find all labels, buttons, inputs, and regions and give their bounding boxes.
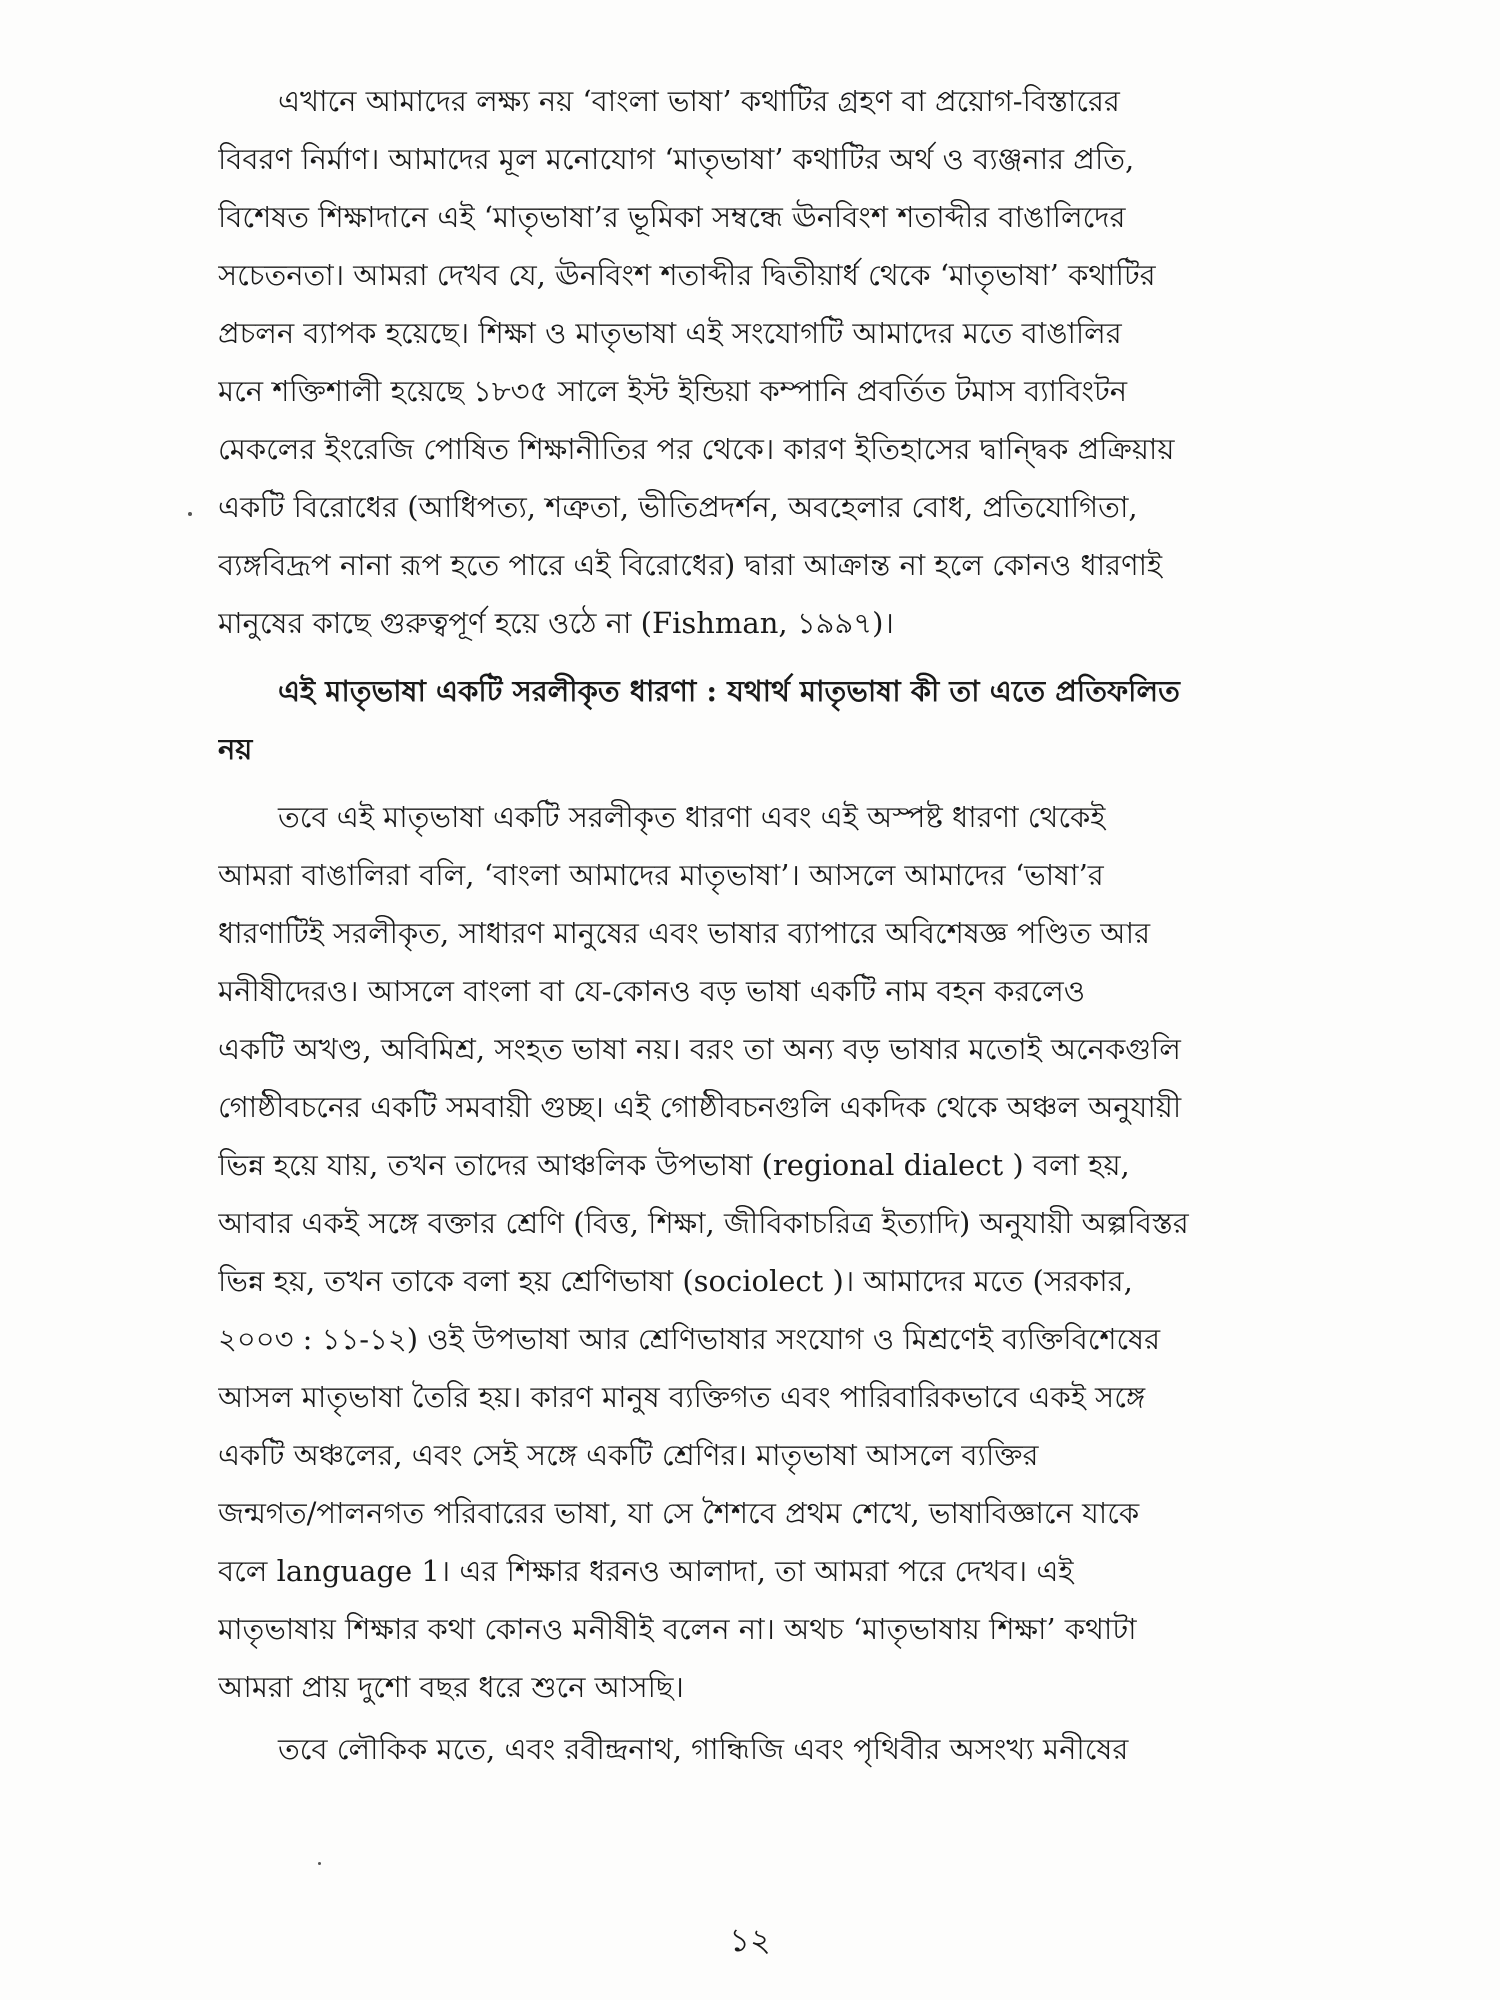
heading-line: এই মাতৃভাষা একটি সরলীকৃত ধারণা : যথার্থ মাতৃভাষা কী তা এতে প্রতিফলিত [278,674,1180,708]
text-line: মনে শক্তিশালী হয়েছে ১৮৩৫ সালে ইস্ট ইন্ডিয়া কম্পানি প্রবর্তিত টমাস ব্যাবিংটন [218,374,1128,408]
page-number: ১২ [729,1921,771,1959]
heading-line: নয় [218,732,253,766]
text-line: ধারণাটিই সরলীকৃত, সাধারণ মানুষের এবং ভাষার ব্যাপারে অবিশেষজ্ঞ পণ্ডিত আর [218,916,1151,950]
text-line: জন্মগত/পালনগত পরিবারের ভাষা, যা সে শৈশবে প্রথম শেখে, ভাষাবিজ্ঞানে যাকে [218,1496,1140,1530]
text-line: আবার একই সঙ্গে বক্তার শ্রেণি (বিত্ত, শিক্ষা, জীবিকাচরিত্র ইত্যাদি) অনুযায়ী অল্পবিস্তর [218,1206,1189,1240]
paragraph-closing [218,1720,1318,1778]
paragraph-intro [218,72,1318,652]
text-line: এখানে আমাদের লক্ষ্য নয় ‘বাংলা ভাষা’ কথাটির গ্রহণ বা প্রয়োগ-বিস্তারের [278,84,1120,118]
section-heading [218,662,1318,778]
paragraph-body [218,788,1318,1716]
text-line: আমরা বাঙালিরা বলি, ‘বাংলা আমাদের মাতৃভাষা’। আসলে আমাদের ‘ভাষা’র [218,858,1104,892]
text-line: সচেতনতা। আমরা দেখব যে, ঊনবিংশ শতাব্দীর দ্বিতীয়ার্ধ থেকে ‘মাতৃভাষা’ কথাটির [218,258,1156,292]
text-line: আসল মাতৃভাষা তৈরি হয়। কারণ মানুষ ব্যক্তিগত এবং পারিবারিকভাবে একই সঙ্গে [218,1380,1146,1414]
text-line: ব্যঙ্গবিদ্রূপ নানা রূপ হতে পারে এই বিরোধের) দ্বারা আক্রান্ত না হলে কোনও ধারণাই [218,548,1163,582]
text-line: মনীষীদেরও। আসলে বাংলা বা যে-কোনও বড় ভাষা একটি নাম বহন করলেও [218,974,1086,1008]
text-line: আমরা প্রায় দুশো বছর ধরে শুনে আসছি। [218,1670,684,1704]
text-line: একটি বিরোধের (আধিপত্য, শত্রুতা, ভীতিপ্রদর্শন, অবহেলার বোধ, প্রতিযোগিতা, [218,490,1138,524]
text-line: মেকলের ইংরেজি পোষিত শিক্ষানীতির পর থেকে। কারণ ইতিহাসের দ্বান্দ্বিক প্রক্রিয়ায় [218,432,1175,466]
text-line: মাতৃভাষায় শিক্ষার কথা কোনও মনীষীই বলেন না। অথচ ‘মাতৃভাষায় শিক্ষা’ কথাটা [218,1612,1137,1646]
text-line: একটি অঞ্চলের, এবং সেই সঙ্গে একটি শ্রেণির। মাতৃভাষা আসলে ব্যক্তির [218,1438,1039,1472]
text-line: তবে লৌকিক মতে, এবং রবীন্দ্রনাথ, গান্ধিজি এবং পৃথিবীর অসংখ্য মনীষের [278,1732,1129,1766]
text-line: তবে এই মাতৃভাষা একটি সরলীকৃত ধারণা এবং এই অস্পষ্ট ধারণা থেকেই [278,800,1106,834]
text-line: ভিন্ন হয়, তখন তাকে বলা হয় শ্রেণিভাষা (sociolect )। আমাদের মতে (সরকার, [218,1264,1133,1298]
print-speck [188,512,192,516]
text-line: প্রচলন ব্যাপক হয়েছে। শিক্ষা ও মাতৃভাষা এই সংযোগটি আমাদের মতে বাঙালির [218,316,1122,350]
text-line: বিশেষত শিক্ষাদানে এই ‘মাতৃভাষা’র ভূমিকা সম্বন্ধে ঊনবিংশ শতাব্দীর বাঙালিদের [218,200,1126,234]
text-line: বলে language 1। এর শিক্ষার ধরনও আলাদা, তা আমরা পরে দেখব। এই [218,1554,1074,1588]
text-line: ২০০৩ : ১১-১২) ওই উপভাষা আর শ্রেণিভাষার সংযোগ ও মিশ্রণেই ব্যক্তিবিশেষের [218,1322,1161,1356]
text-line: গোষ্ঠীবচনের একটি সমবায়ী গুচ্ছ। এই গোষ্ঠীবচনগুলি একদিক থেকে অঞ্চল অনুযায়ী [218,1090,1182,1124]
text-line: মানুষের কাছে গুরুত্বপূর্ণ হয়ে ওঠে না (Fishman, ১৯৯৭)। [218,606,894,640]
print-speck [318,1862,321,1865]
text-line: ভিন্ন হয়ে যায়, তখন তাদের আঞ্চলিক উপভাষা (regional dialect ) বলা হয়, [218,1148,1130,1182]
text-line: একটি অখণ্ড, অবিমিশ্র, সংহত ভাষা নয়। বরং তা অন্য বড় ভাষার মতোই অনেকগুলি [218,1032,1181,1066]
text-line: বিবরণ নির্মাণ। আমাদের মূল মনোযোগ ‘মাতৃভাষা’ কথাটির অর্থ ও ব্যঞ্জনার প্রতি, [218,142,1135,176]
body-text [218,72,1318,1778]
